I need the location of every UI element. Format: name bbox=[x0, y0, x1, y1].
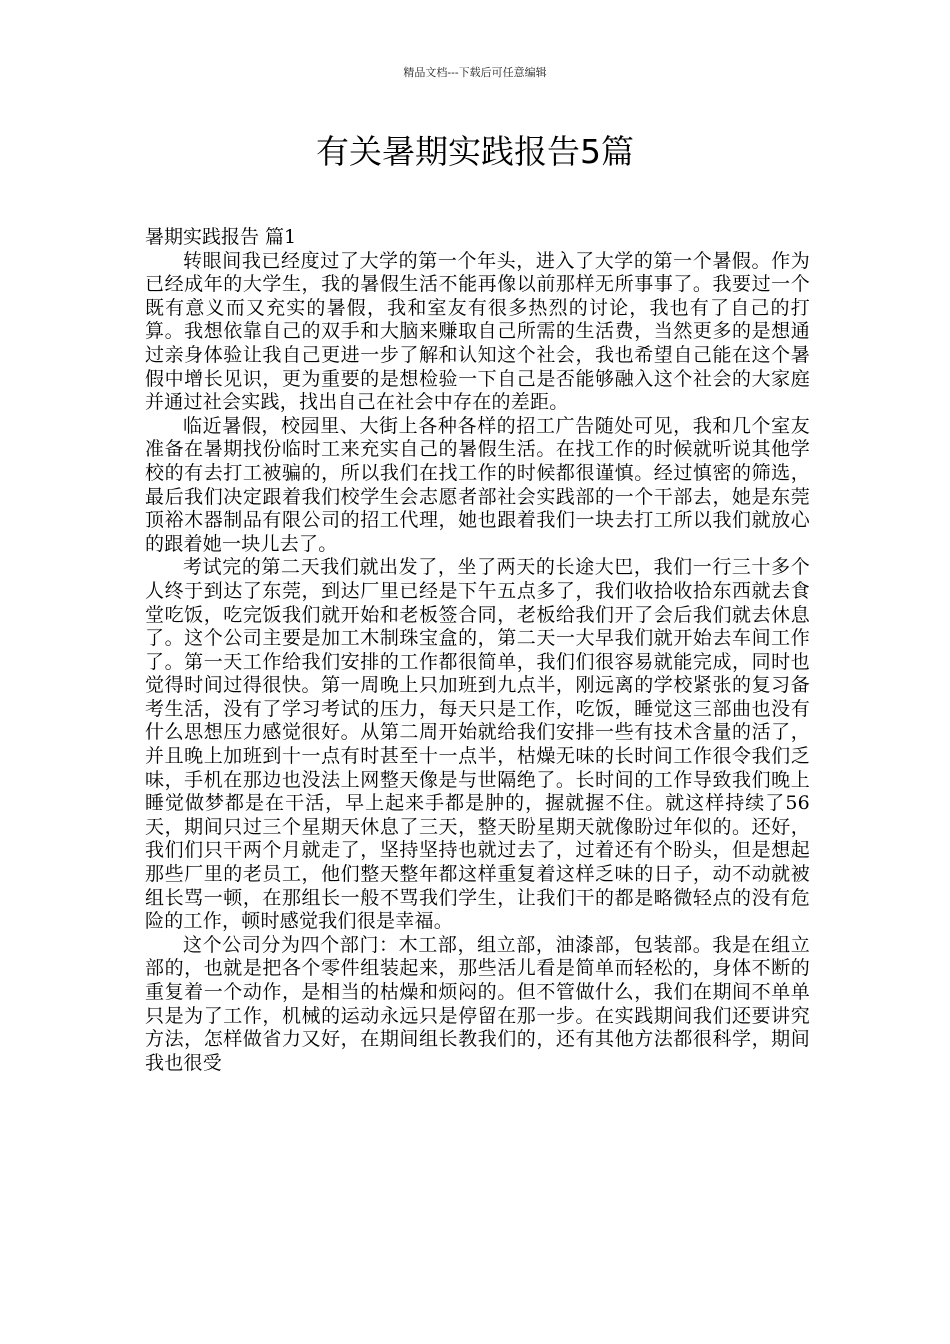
section-heading: 暑期实践报告 篇1 bbox=[145, 226, 297, 248]
paragraph-1: 转眼间我已经度过了大学的第一个年头，进入了大学的第一个暑假。作为已经成年的大学生，我的暑假生活不能再像以前那样无所事事了。我要过一个既有意义而又充实的暑假，我和室友有很多热烈的讨论，我也有了自己的打算。我想依靠自己的双手和大脑来赚取自己所需的生活费，当然更多的是想通过亲身体验让我自己更进一步了解和认知这个社会，我也希望自己能在这个暑假中增长见识，更为重要的是想检验一下自己是否能够融入这个社会的大家庭并通过社会实践，找出自己在社会中存在的差距。 bbox=[145, 249, 810, 414]
document-body bbox=[145, 226, 810, 1075]
document-title: 有关暑期实践报告5篇 bbox=[316, 132, 634, 171]
paragraph-4: 这个公司分为四个部门：木工部，组立部，油漆部，包装部。我是在组立部的，也就是把各个零件组装起来，那些活儿看是简单而轻松的，身体不断的重复着一个动作，是相当的枯燥和烦闷的。但不管做什么，我们在期间不单单只是为了工作，机械的运动永远只是停留在那一步。在实践期间我们还要讲究方法，怎样做省力又好，在期间组长教我们的，还有其他方法都很科学，期间我也很受 bbox=[145, 933, 810, 1074]
paragraph-3: 考试完的第二天我们就出发了，坐了两天的长途大巴，我们一行三十多个人终于到达了东莞，到达厂里已经是下午五点多了，我们收拾收拾东西就去食堂吃饭，吃完饭我们就开始和老板签合同，老板给我们开了会后我们就去休息了。这个公司主要是加工木制珠宝盒的，第二天一大早我们就开始去车间工作了。第一天工作给我们安排的工作都很简单，我们们很容易就能完成，同时也觉得时间过得很快。第一周晚上只加班到九点半，刚远离的学校紧张的复习备考生活，没有了学习考试的压力，每天只是工作，吃饭，睡觉这三部曲也没有什么思想压力感觉很好。从第二周开始就给我们安排一些有技术含量的活了，并且晚上加班到十一点有时甚至十一点半，枯燥无味的长时间工作很令我们乏味，手机在那边也没法上网整天像是与世隔绝了。长时间的工作导致我们晚上睡觉做梦都是在干活，早上起来手都是肿的，握就握不住。就这样持续了56天，期间只过三个星期天休息了三天，整天盼星期天就像盼过年似的。还好，我们们只干两个月就走了，坚持坚持也就过去了，过着还有个盼头，但是想起那些厂里的老员工，他们整天整年都这样重复着这样乏味的日子，动不动就被组长骂一顿，在那组长一般不骂我们学生，让我们干的都是略微轻点的没有危险的工作，顿时感觉我们很是幸福。 bbox=[145, 556, 810, 933]
paragraph-2: 临近暑假，校园里、大街上各种各样的招工广告随处可见，我和几个室友准备在暑期找份临时工来充实自己的暑假生活。在找工作的时候就听说其他学校的有去打工被骗的，所以我们在找工作的时候都很谨慎。经过慎密的筛选，最后我们决定跟着我们校学生会志愿者部社会实践部的一个干部去，她是东莞顶裕木器制品有限公司的招工代理，她也跟着我们一块去打工所以我们就放心的跟着她一块儿去了。 bbox=[145, 414, 810, 555]
page-header bbox=[0, 66, 950, 80]
page-header-text: 精品文档---下载后可任意编辑 bbox=[403, 66, 547, 79]
